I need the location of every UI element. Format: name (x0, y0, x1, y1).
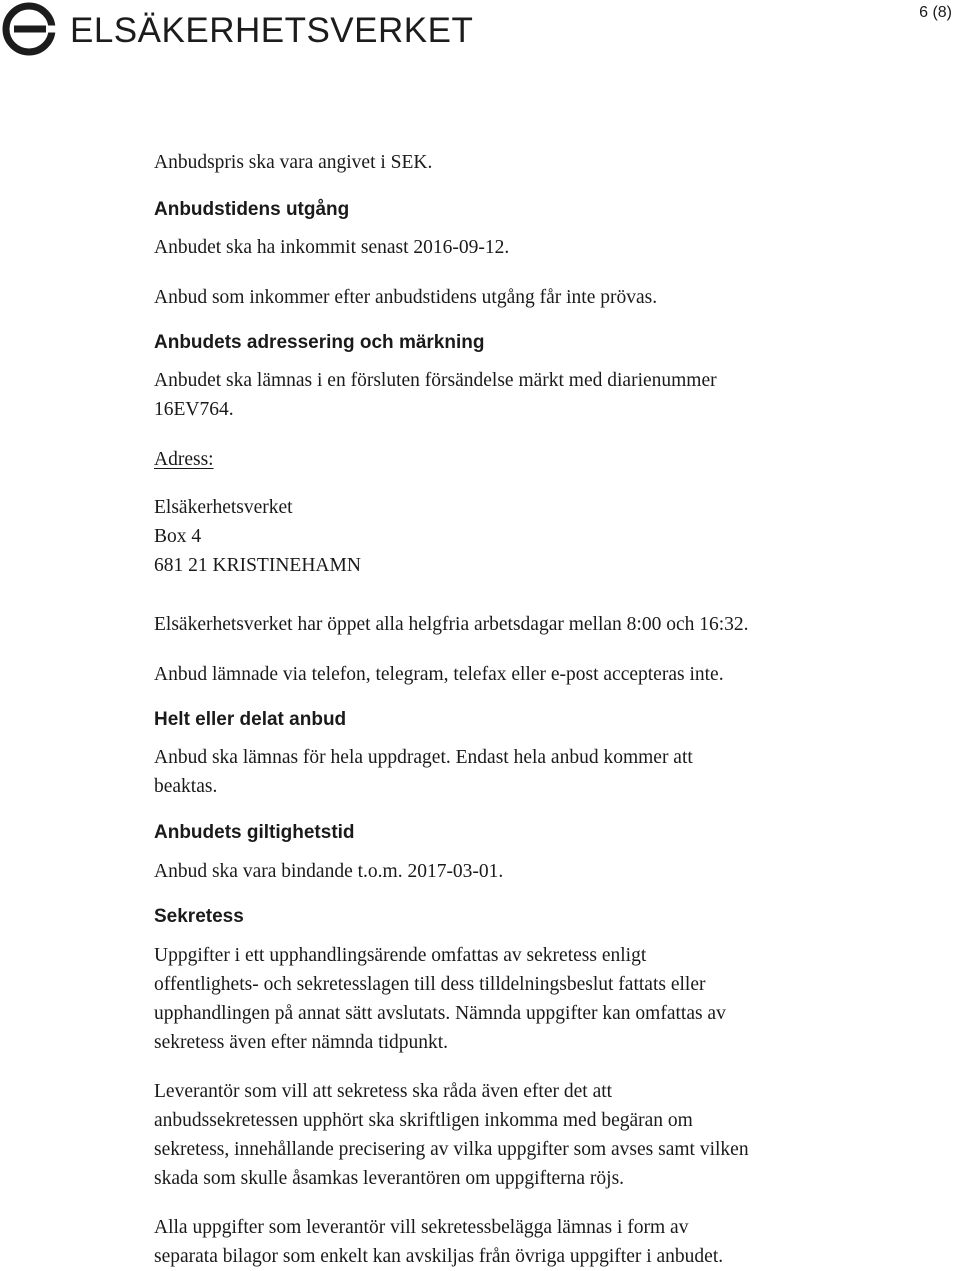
paragraph-secrecy-1-line: upphandlingen på annat sätt avslutats. Nämnda uppgifter kan omfattas av (154, 1003, 726, 1024)
paragraph-secrecy-3-line: separata bilagor som enkelt kan avskiljas från övriga uppgifter i anbudet. (154, 1246, 724, 1267)
paragraph-price: Anbudspris ska vara angivet i SEK. (154, 152, 433, 173)
heading-addressing: Anbudets adressering och märkning (154, 332, 485, 353)
elsakerhetsverket-e-logo-icon (2, 2, 56, 56)
heading-secrecy: Sekretess (154, 906, 244, 927)
paragraph-addressing-2: 16EV764. (154, 399, 234, 420)
paragraph-secrecy-1-line: Uppgifter i ett upphandlingsärende omfattas av sekretess enligt (154, 945, 647, 966)
agency-logo (2, 2, 473, 56)
paragraph-addressing-1: Anbudet ska lämnas i en försluten försändelse märkt med diarienummer (154, 370, 717, 391)
paragraph-partial-2: beaktas. (154, 776, 218, 797)
paragraph-channels: Anbud lämnade via telefon, telegram, telefax eller e-post accepteras inte. (154, 664, 724, 685)
address-line-3: 681 21 KRISTINEHAMN (154, 555, 361, 576)
address-label: Adress: (154, 449, 214, 470)
heading-partial-bid: Helt eller delat anbud (154, 709, 347, 730)
paragraph-secrecy-2-line: sekretess, innehållande precisering av vilka uppgifter som avses samt vilken (154, 1139, 749, 1160)
paragraph-deadline-2: Anbud som inkommer efter anbudstidens utgång får inte prövas. (154, 287, 658, 308)
paragraph-partial-1: Anbud ska lämnas för hela uppdraget. Endast hela anbud kommer att (154, 747, 693, 768)
paragraph-secrecy-1-line: sekretess även efter nämnda tidpunkt. (154, 1032, 449, 1053)
paragraph-secrecy-3-line: Alla uppgifter som leverantör vill sekretessbelägga lämnas i form av (154, 1217, 689, 1238)
page-header (0, 0, 960, 60)
paragraph-opening-hours: Elsäkerhetsverket har öppet alla helgfria arbetsdagar mellan 8:00 och 16:32. (154, 614, 749, 635)
paragraph-secrecy-1-line: offentlighets- och sekretesslagen till dess tilldelningsbeslut fattats eller (154, 974, 706, 995)
address-line-1: Elsäkerhetsverket (154, 497, 293, 518)
heading-deadline: Anbudstidens utgång (154, 199, 350, 220)
paragraph-secrecy-2-line: skada som skulle åsamkas leverantören om uppgifterna röjs. (154, 1168, 625, 1189)
paragraph-secrecy-2-line: Leverantör som vill att sekretess ska råda även efter det att (154, 1081, 613, 1102)
page-number: 6 (8) (919, 4, 952, 21)
paragraph-validity: Anbud ska vara bindande t.o.m. 2017-03-01. (154, 861, 504, 882)
heading-validity: Anbudets giltighetstid (154, 822, 355, 843)
paragraph-deadline-1: Anbudet ska ha inkommit senast 2016-09-12. (154, 237, 510, 258)
address-line-2: Box 4 (154, 526, 202, 547)
paragraph-secrecy-2-line: anbudssekretessen upphört ska skriftligen inkomma med begäran om (154, 1110, 693, 1131)
logo-wordmark: ELSÄKERHETSVERKET (70, 10, 474, 50)
